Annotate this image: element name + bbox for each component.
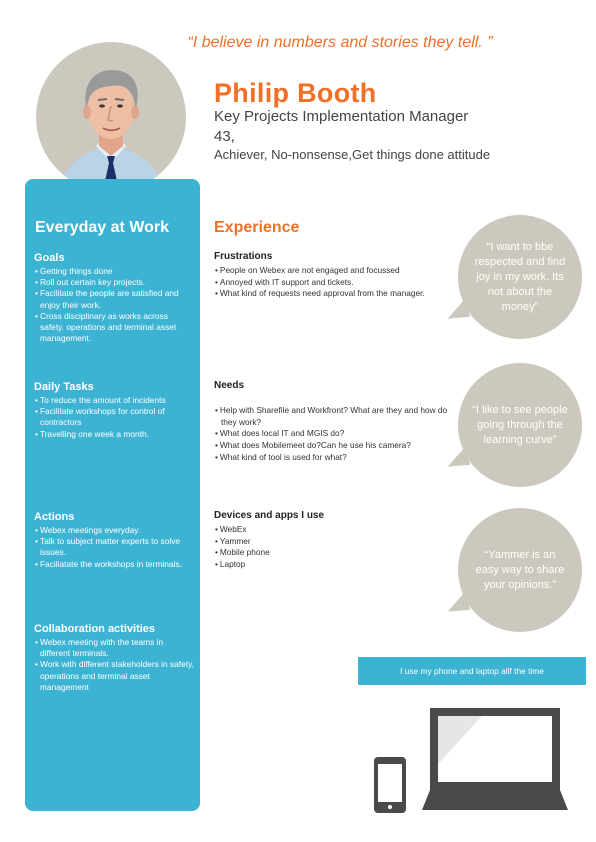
device-usage-banner: I use my phone and laptop allf the time [358, 657, 586, 685]
actions-heading: Actions [34, 511, 75, 523]
list-item: • Work with different stakeholders in safety, operations and terminal asset management [34, 659, 194, 693]
collaboration-section [34, 623, 194, 693]
list-item: • WebEx [214, 524, 454, 536]
devices-list [214, 524, 454, 571]
bubble-text: “I want to bbe respected and find joy in my work. Its not about the money” [474, 240, 566, 313]
list-item: • Talk to subject matter experts to solve issues. [34, 536, 194, 558]
list-item: • What kind of requests need approval from the manager. [214, 288, 454, 300]
daily-tasks-list [34, 395, 194, 440]
laptop-icon [422, 708, 568, 810]
devices-heading: Devices and apps I use [214, 510, 325, 521]
list-item: • To reduce the amount of incidents [34, 395, 194, 406]
list-item: • Roll out certain key projects. [34, 277, 194, 288]
list-item: • Laptop [214, 559, 454, 571]
goals-section [34, 252, 194, 344]
daily-tasks-heading: Daily Tasks [34, 381, 94, 393]
bubble-text: “Yammer is an easy way to share your opinions.” [475, 548, 565, 591]
collaboration-heading: Collaboration activities [34, 623, 156, 635]
list-item: • Webex meetings everyday. [34, 525, 194, 536]
everyday-at-work-panel [25, 179, 200, 811]
needs-list [214, 405, 454, 464]
list-item: • Getting things done [34, 266, 194, 277]
devices-section [214, 510, 454, 571]
collaboration-list [34, 637, 194, 693]
frustrations-list [214, 265, 454, 300]
list-item: • Annoyed with IT support and tickets. [214, 277, 454, 289]
list-item: • Travelling one week a month. [34, 429, 194, 440]
needs-heading: Needs [214, 380, 245, 391]
list-item: • People on Webex are not engaged and focussed [214, 265, 454, 277]
speech-bubble [458, 215, 582, 339]
experience-title: Experience [214, 219, 300, 236]
list-item: • What kind of tool is used for what? [214, 452, 454, 464]
list-item: • Mobile phone [214, 547, 454, 559]
list-item: • Faciliatate the workshops in terminals. [34, 559, 194, 570]
persona-role: Key Projects Implementation Manager [214, 108, 469, 125]
speech-bubble [458, 363, 582, 487]
goals-list [34, 266, 194, 344]
person-portrait-icon [36, 42, 186, 192]
devices-illustration [372, 704, 568, 816]
list-item: • What does Mobilemeet do?Can he use his camera? [214, 440, 454, 452]
list-item: • Facilitate the people are satisfied and enjoy their work. [34, 288, 194, 310]
smartphone-icon [374, 757, 406, 813]
actions-section [34, 511, 194, 570]
goals-heading: Goals [34, 252, 65, 264]
sidebar-title: Everyday at Work [35, 219, 169, 236]
daily-tasks-section [34, 381, 194, 440]
list-item: • What does local IT and MGIS do? [214, 428, 454, 440]
persona-traits: Achiever, No-nonsense,Get things done attitude [214, 147, 491, 162]
actions-list [34, 525, 194, 570]
persona-avatar [36, 42, 186, 192]
bubble-text: “I like to see people going through the learning curve” [472, 403, 568, 446]
persona-name: Philip Booth [214, 78, 377, 108]
list-item: • Help with Sharefile and Workfront? What are they and how do they work? [214, 405, 454, 428]
needs-section [214, 380, 454, 464]
list-item: • Cross disciplinary as works across safety. operations and terminal asset management. [34, 311, 194, 345]
persona-quote: “I believe in numbers and stories they tell. ” [187, 34, 493, 51]
speech-bubble [458, 508, 582, 632]
list-item: • Yammer [214, 536, 454, 548]
list-item: • Webex meeting with the teams in different terminals. [34, 637, 194, 659]
persona-age: 43, [214, 128, 235, 145]
frustrations-section [214, 251, 454, 300]
frustrations-heading: Frustrations [214, 251, 273, 262]
list-item: • Facilitate workshops for control of contractors [34, 406, 194, 428]
